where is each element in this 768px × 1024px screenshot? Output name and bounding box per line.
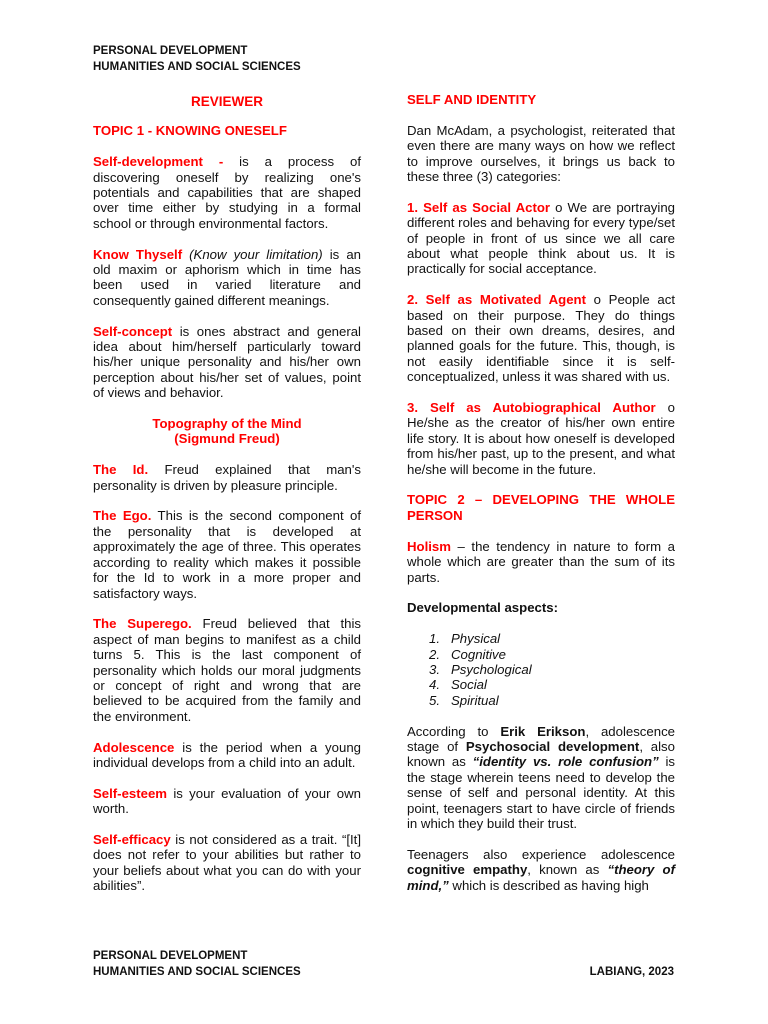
left-column	[93, 92, 361, 909]
erikson-name: Erik Erikson	[500, 723, 586, 739]
topic1-heading: TOPIC 1 - KNOWING ONESELF	[93, 123, 287, 139]
erikson-paragraph: According to Erik Erikson, adolescence stage of Psychosocial development, also known as “identity vs. role confusion” is the stage wherein teens need to develop the sense of self and personal identity. At this point, teenagers start to have circle of friends in which they build their trust.	[407, 723, 675, 831]
ego-paragraph	[93, 508, 361, 600]
self-development-paragraph	[93, 154, 361, 231]
self-concept-term: Self-concept	[93, 323, 173, 339]
self-efficacy-paragraph	[93, 832, 361, 894]
topic2-heading: TOPIC 2 – DEVELOPING THE WHOLE PERSON	[407, 492, 675, 523]
page-footer	[93, 948, 301, 980]
know-thyself-term: Know Thyself	[93, 246, 183, 262]
social-actor-term: 1. Self as Social Actor	[407, 199, 551, 215]
theory-of-mind-quote: “theory of mind,”	[407, 862, 675, 893]
cognitive-empathy-term: cognitive empathy	[407, 862, 528, 878]
superego-paragraph	[93, 616, 361, 724]
ego-text: This is the second component of the personality that is developed at approximately the age of three. This operates according to reality which makes it possible for the Id to work in a more proper and satisfactory ways.	[93, 508, 361, 601]
reviewer-title: REVIEWER	[190, 94, 263, 109]
cognitive-empathy-paragraph: Teenagers also experience adolescence cognitive empathy, known as “theory of mind,” which is described as having high	[407, 846, 675, 893]
mcadam-intro-paragraph: Dan McAdam, a psychologist, reiterated that even there are many ways on how we reflect to improve ourselves, it brings us back to these three (3) categories:	[407, 122, 675, 185]
self-concept-text: is ones abstract and general idea about him/herself particularly toward his/her unique personality and his/her own perception about his/her set of values, point of views and behavior.	[93, 323, 361, 401]
topography-title: Topography of the Mind	[152, 416, 302, 432]
right-column	[407, 92, 675, 908]
self-esteem-text: is your evaluation of your own worth.	[93, 785, 361, 817]
self-concept-paragraph	[93, 324, 361, 401]
psychosocial-term: Psychosocial development	[465, 738, 640, 754]
know-thyself-text: is an old maxim or aphorism which in time has been used in varied literature and consequently gained different meanings.	[93, 246, 361, 308]
list-item: 1. Physical	[429, 631, 501, 647]
self-esteem-paragraph	[93, 786, 361, 817]
autobiographical-author-text: o He/she as the creator of his/her own entire life story. It is about how oneself is developed from his/her past, up to the present, and what he/she will become in the future.	[407, 400, 676, 477]
autobiographical-author-paragraph	[407, 400, 675, 477]
list-item: 4. Social	[429, 677, 487, 693]
holism-term: Holism	[407, 538, 451, 554]
holism-paragraph	[407, 539, 675, 585]
know-thyself-paragraph	[93, 247, 361, 309]
list-item: 2. Cognitive	[429, 646, 506, 662]
self-identity-heading: SELF AND IDENTITY	[407, 92, 537, 107]
motivated-agent-text: o People act based on their purpose. They do things based on their own dreams, desires, and planned goals for the future. This, though, is not easily identifiable since it is self-conceptualized, unless it was shared with us.	[407, 292, 675, 385]
id-paragraph	[93, 462, 361, 493]
self-esteem-term: Self-esteem	[93, 785, 168, 801]
self-development-text: is a process of discovering oneself by realizing one's potentials and capabilities that are shaped over time either by studying in a formal school or through environmental factors.	[93, 154, 361, 231]
self-efficacy-text: is not considered as a trait. “[It] does not refer to your abilities but rather to your beliefs about what you can do with your abilities”.	[93, 831, 361, 894]
motivated-agent-term: 2. Self as Motivated Agent	[407, 292, 586, 308]
footer-credit: LABIANG, 2023	[589, 966, 674, 978]
adolescence-paragraph	[93, 740, 361, 771]
adolescence-term: Adolescence	[93, 739, 175, 755]
holism-text: – the tendency in nature to form a whole which are greater than the sum of its parts.	[407, 538, 675, 585]
header-line-1: PERSONAL DEVELOPMENT	[93, 45, 248, 57]
footer-line-1: PERSONAL DEVELOPMENT	[93, 950, 248, 962]
identity-quote: “identity vs. role confusion”	[472, 754, 659, 770]
topography-heading	[93, 416, 361, 447]
topography-subtitle: (Sigmund Freud)	[174, 431, 280, 447]
header-line-2: HUMANITIES AND SOCIAL SCIENCES	[93, 61, 301, 73]
page-header	[93, 43, 301, 75]
developmental-aspects-list	[429, 631, 675, 708]
id-text: Freud explained that man's personality is driven by pleasure principle.	[93, 462, 362, 493]
footer-line-2: HUMANITIES AND SOCIAL SCIENCES	[93, 966, 301, 978]
ego-term: The Ego.	[93, 508, 152, 524]
list-item: 3. Psychological	[429, 661, 532, 677]
superego-text: Freud believed that this aspect of man begins to manifest as a child turns 5. This is the last component of personality which holds our moral judgments or concept of right and wrong that are believed to be acquired from the family and the environment.	[93, 616, 362, 724]
superego-term: The Superego.	[93, 616, 192, 632]
adolescence-text: is the period when a young individual develops from a child into an adult.	[93, 739, 361, 770]
id-term: The Id.	[93, 462, 149, 478]
developmental-aspects-title: Developmental aspects:	[407, 600, 558, 616]
social-actor-paragraph	[407, 200, 675, 277]
self-efficacy-term: Self-efficacy	[93, 831, 171, 847]
self-development-term: Self-development -	[93, 154, 224, 170]
social-actor-text: o We are portraying different roles and behaving for every type/set of people in front of us since we all care about what people think about us. It is practically for social acceptance.	[407, 199, 675, 277]
list-item: 5. Spiritual	[429, 692, 499, 708]
autobiographical-author-term: 3. Self as Autobiographical Author	[407, 400, 656, 416]
motivated-agent-paragraph	[407, 292, 675, 384]
know-thyself-italic: (Know your limitation)	[182, 246, 323, 262]
